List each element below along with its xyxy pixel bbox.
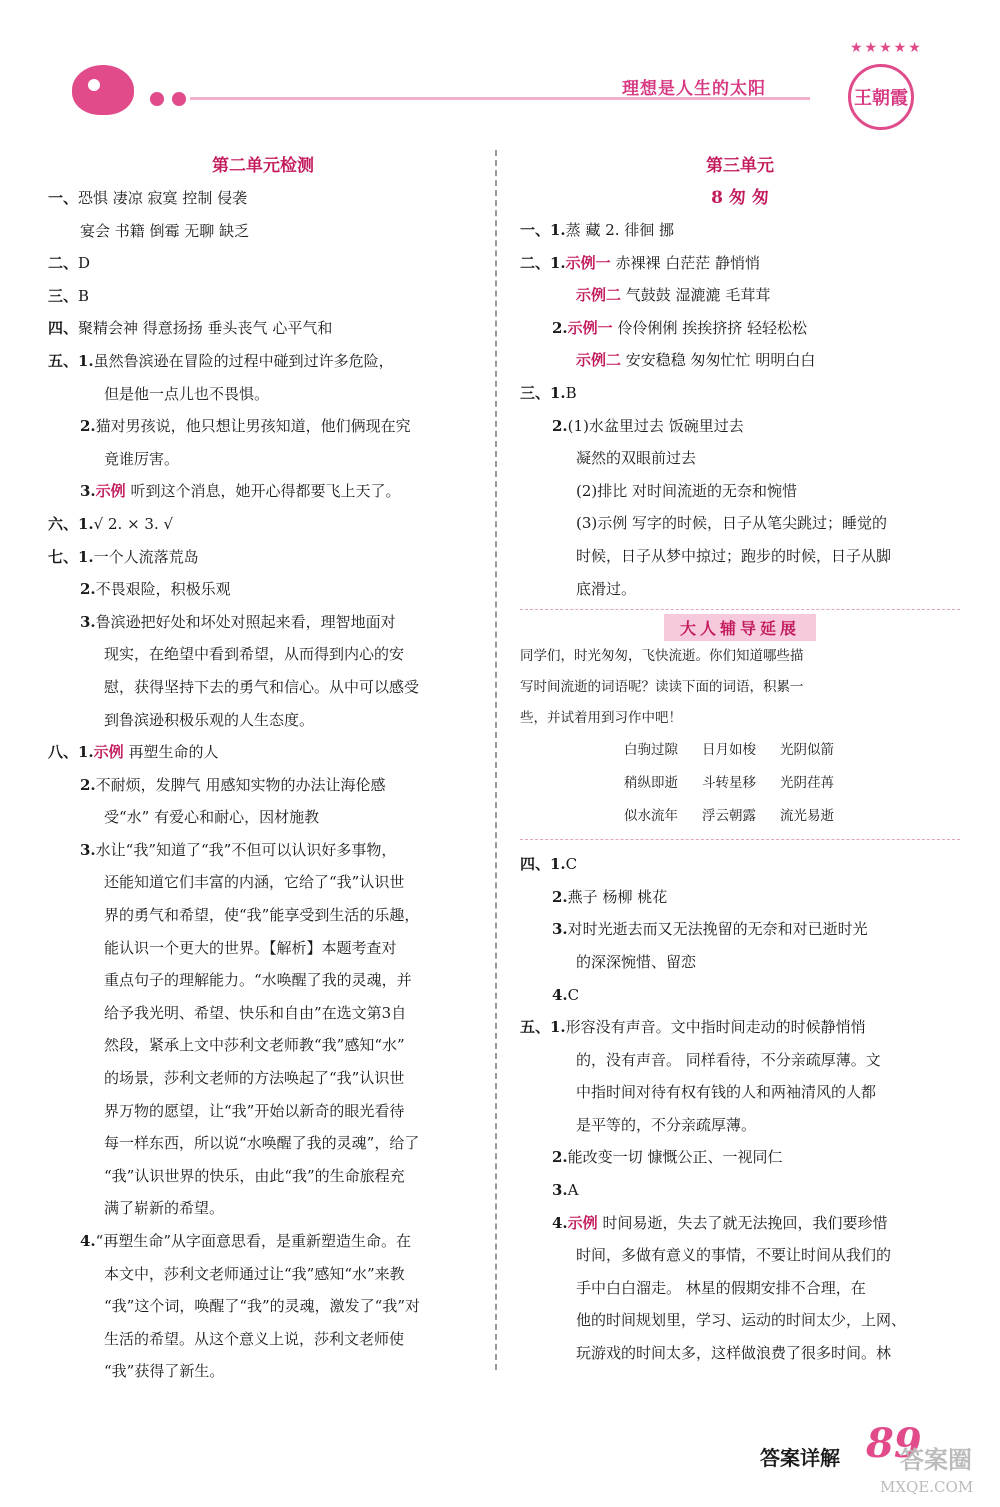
example-tag: 示例一	[567, 318, 613, 337]
answer-text: 手中白白溜走。 林星的假期安排不合理，在	[576, 1278, 866, 1297]
answer-text: 蒸 藏 2. 徘徊 挪	[565, 221, 675, 239]
example-tag: 示例二	[576, 286, 622, 305]
dot-icon	[172, 92, 186, 106]
right-column	[520, 150, 960, 1370]
answer-line	[520, 1207, 960, 1240]
answer-text: 慰，获得坚持下去的勇气和信心。从中可以感受	[104, 677, 420, 696]
answer-text: 听到这个消息，她开心得都要飞上天了。	[125, 482, 401, 501]
header-motto: 理想是人生的太阳	[622, 79, 766, 99]
answer-line	[48, 964, 478, 997]
column-divider	[495, 150, 497, 1370]
answer-text: 对时光逝去而又无法挽留的无奈和对已逝时光	[567, 920, 868, 939]
item-number: 四、1.	[520, 855, 566, 874]
answer-text: 玩游戏的时间太多，这样做浪费了很多时间。林	[576, 1344, 892, 1363]
answer-text: 恐惧 凄凉 寂寞 控制 侵袭	[78, 189, 248, 207]
answer-line	[520, 881, 960, 914]
mascot-icon	[72, 65, 134, 115]
answer-line	[48, 182, 478, 215]
answer-line	[520, 573, 960, 606]
item-number: 一、	[48, 189, 79, 207]
idiom: 白驹过隙	[624, 742, 678, 759]
extension-line: 些，并试着用到习作中吧！	[520, 710, 682, 727]
item-number: 八、1.	[48, 743, 94, 762]
item-number: 七、1.	[48, 547, 94, 566]
answer-line	[48, 215, 478, 248]
item-number: 3.	[80, 612, 96, 631]
answer-text: 鲁滨逊把好处和坏处对照起来看，理智地面对	[95, 612, 396, 631]
answer-text: B	[78, 286, 90, 305]
answer-text: 重点句子的理解能力。“水唤醒了我的灵魂，并	[104, 971, 412, 990]
answer-line	[48, 475, 478, 508]
answer-text: 的，没有声音。 同样看待，不分亲疏厚薄。文	[576, 1050, 881, 1069]
answer-text: 每一样东西，所以说“水唤醒了我的灵魂”，给了	[104, 1134, 420, 1153]
item-number: 2.	[80, 417, 96, 436]
extension-line: 写时间流逝的词语呢？读读下面的词语，积累一	[520, 679, 804, 696]
dot-icon	[150, 92, 164, 106]
answer-line	[520, 946, 960, 979]
answer-text: 形容没有声音。文中指时间走动的时候静悄悄	[565, 1018, 866, 1037]
answer-text: 他的时间规划里，学习、运动的时间太少，上网、	[576, 1311, 907, 1330]
answer-text: 安安稳稳 匆匆忙忙 明明白白	[621, 351, 816, 370]
answer-text: “我”这个词，唤醒了“我”的灵魂，激发了“我”对	[104, 1297, 421, 1316]
answer-line	[520, 1011, 960, 1044]
extension-line: 同学们，时光匆匆，飞快流逝。你们知道哪些描	[520, 648, 804, 665]
answer-line	[520, 913, 960, 946]
answer-text: 时间易逝，失去了就无法挽回，我们要珍惜	[597, 1213, 888, 1232]
left-column	[48, 150, 478, 1388]
answer-line	[48, 1192, 478, 1225]
answer-text: 竟谁厉害。	[104, 449, 180, 468]
item-number: 五、1.	[520, 1018, 566, 1037]
answer-text: 给予我光明、希望、快乐和自由”在选文第3自	[104, 1003, 407, 1022]
idiom-row	[520, 734, 960, 767]
item-number: 3.	[80, 482, 96, 501]
answer-text: 还能知道它们丰富的内涵，它给了“我”认识世	[104, 873, 405, 892]
answer-line	[48, 866, 478, 899]
idiom: 稍纵即逝	[624, 775, 678, 792]
idiom: 浮云朝露	[702, 808, 756, 825]
idiom-list	[520, 734, 960, 833]
answer-text: 气鼓鼓 湿漉漉 毛茸茸	[621, 286, 771, 305]
answer-text: 生活的希望。从这个意义上说，莎利文老师使	[104, 1329, 405, 1348]
item-number: 2.	[552, 318, 568, 337]
section-title: 第三单元	[706, 156, 774, 176]
answer-text: 现实，在绝望中看到希望，从而得到内心的安	[104, 645, 405, 664]
extension-title: 大人辅导延展	[664, 614, 816, 641]
item-number: 二、1.	[520, 253, 566, 272]
answer-text: (1)水盆里过去 饭碗里过去	[567, 416, 744, 435]
answer-text: 能改变一切 慷慨公正、一视同仁	[567, 1148, 783, 1167]
footer-label: 答案详解	[760, 1446, 840, 1470]
answer-text: 是平等的，不分亲疏厚薄。	[576, 1115, 757, 1134]
item-number: 四、	[48, 319, 79, 338]
answer-text: 但是他一点儿也不畏惧。	[104, 384, 270, 403]
answer-line	[48, 443, 478, 476]
answer-line	[48, 247, 478, 280]
answer-line	[520, 1272, 960, 1305]
answer-line	[48, 606, 478, 639]
answer-text: 时间，多做有意义的事情，不要让时间从我们的	[576, 1246, 892, 1265]
item-number: 4.	[552, 985, 568, 1004]
answer-text: 中指时间对待有权有钱的人和两袖清风的人都	[576, 1083, 877, 1102]
example-tag: 示例一	[565, 253, 611, 272]
answer-line	[48, 1127, 478, 1160]
answer-text: 能认识一个更大的世界。【解析】本题考查对	[104, 938, 397, 957]
example-tag: 示例	[567, 1213, 598, 1232]
item-number: 2.	[552, 1148, 568, 1167]
answer-line	[48, 736, 478, 769]
answers-bottom	[520, 848, 960, 1370]
answer-line	[520, 214, 960, 247]
item-number: 2.	[80, 775, 96, 794]
answer-line	[520, 1109, 960, 1142]
answer-line	[48, 410, 478, 443]
answer-line	[48, 671, 478, 704]
answer-line	[48, 932, 478, 965]
answer-text: 界的勇气和希望，使“我”能享受到生活的乐趣，	[104, 906, 420, 925]
answer-line	[48, 573, 478, 606]
answer-line	[48, 704, 478, 737]
answer-line	[48, 899, 478, 932]
answer-line	[48, 801, 478, 834]
answer-line	[520, 1239, 960, 1272]
answer-text: 凝然的双眼前过去	[576, 449, 697, 468]
answers-top	[520, 214, 960, 605]
answer-line	[48, 378, 478, 411]
answer-text: 虽然鲁滨逊在冒险的过程中碰到过许多危险，	[93, 351, 394, 370]
answer-text: “再塑生命”从字面意思看，是重新塑造生命。在	[95, 1232, 412, 1250]
answer-line	[520, 1174, 960, 1207]
answer-line	[48, 312, 478, 345]
answer-line	[48, 508, 478, 541]
answer-text: 本文中，莎利文老师通过让“我”感知“水”来教	[104, 1264, 405, 1283]
answer-line	[520, 312, 960, 345]
answer-line	[48, 1225, 478, 1258]
item-number: 2.	[552, 416, 568, 435]
answer-line	[48, 1258, 478, 1291]
answer-text: A	[567, 1181, 579, 1200]
item-number: 一、1.	[520, 221, 566, 239]
answer-line	[520, 442, 960, 475]
item-number: 五、1.	[48, 351, 94, 370]
section-title: 第二单元检测	[212, 156, 314, 176]
answer-text: 伶伶俐俐 挨挨挤挤 轻轻松松	[612, 318, 807, 337]
answer-line	[48, 1062, 478, 1095]
idiom: 似水流年	[624, 808, 678, 825]
answer-text: C	[567, 985, 580, 1004]
answer-line	[48, 638, 478, 671]
answer-line	[48, 345, 478, 378]
example-tag: 示例	[93, 743, 124, 762]
answer-text: C	[565, 855, 578, 874]
answer-text: 到鲁滨逊积极乐观的人生态度。	[104, 710, 315, 729]
answer-text: 宴会 书籍 倒霉 无聊 缺乏	[80, 221, 250, 240]
answer-line	[48, 769, 478, 802]
answer-line	[48, 997, 478, 1030]
idiom: 日月如梭	[702, 742, 756, 759]
answer-line	[520, 1304, 960, 1337]
answer-text: (3)示例 写字的时候，日子从笔尖跳过；睡觉的	[576, 514, 888, 533]
idiom: 流光易逝	[780, 808, 834, 825]
answer-text: 受“水” 有爱心和耐心，因材施教	[104, 808, 320, 827]
answer-line	[520, 540, 960, 573]
answer-line	[520, 979, 960, 1012]
answer-text: 不畏艰险，积极乐观	[95, 580, 231, 599]
idiom: 光阴似箭	[780, 742, 834, 759]
item-number: 4.	[552, 1213, 568, 1232]
idiom-row	[520, 767, 960, 800]
example-tag: 示例二	[576, 351, 622, 370]
answer-line	[520, 475, 960, 508]
answer-line	[520, 247, 960, 280]
item-number: 六、1.	[48, 514, 94, 533]
watermark-url: MXQE.COM	[880, 1478, 974, 1496]
answer-text: 界万物的愿望，让“我”开始以新奇的眼光看待	[104, 1101, 405, 1120]
answer-text: 然段，紧承上文中莎利文老师教“我”感知“水”	[104, 1036, 405, 1055]
answer-line	[48, 280, 478, 313]
answer-line	[520, 1141, 960, 1174]
item-number: 3.	[552, 1181, 568, 1200]
answer-line	[520, 1076, 960, 1109]
idiom: 斗转星移	[702, 775, 756, 792]
answer-line	[520, 377, 960, 410]
answer-text: 时候，日子从梦中掠过；跑步的时候，日子从脚	[576, 546, 892, 565]
extension-box	[520, 609, 960, 840]
answer-line	[48, 1160, 478, 1193]
page-number: 89	[866, 1420, 922, 1467]
answer-line	[48, 1290, 478, 1323]
answer-line	[48, 834, 478, 867]
page-header	[0, 0, 1000, 140]
answer-text: 赤裸裸 白茫茫 静悄悄	[610, 253, 760, 272]
answer-text: 一个人流落荒岛	[93, 547, 199, 566]
answer-line	[520, 279, 960, 312]
item-number: 3.	[552, 920, 568, 939]
answer-text: (2)排比 对时间流逝的无奈和惋惜	[576, 481, 798, 500]
answer-text: 燕子 杨柳 桃花	[567, 887, 668, 906]
example-tag: 示例	[95, 482, 126, 501]
answer-line	[520, 1337, 960, 1370]
answer-line	[520, 507, 960, 540]
item-number: 二、	[48, 254, 79, 273]
item-number: 三、	[48, 286, 79, 305]
answer-line	[48, 1095, 478, 1128]
item-number: 2.	[80, 580, 96, 599]
answer-text: 再塑生命的人	[123, 743, 219, 762]
answer-line	[48, 1355, 478, 1388]
answer-text: √ 2. × 3. √	[93, 514, 174, 533]
answer-line	[48, 541, 478, 574]
answer-text: 猫对男孩说，他只想让男孩知道，他们俩现在究	[95, 417, 411, 436]
answer-text: 的场景，莎利文老师的方法唤起了“我”认识世	[104, 1069, 405, 1088]
answer-line	[520, 848, 960, 881]
item-number: 3.	[80, 840, 96, 859]
watermark: 答案圈	[900, 1445, 972, 1474]
answer-text: D	[78, 254, 91, 273]
answer-text: “我”认识世界的快乐，由此“我”的生命旅程充	[104, 1166, 405, 1185]
stars-icon: ★★★★★	[850, 40, 923, 56]
answer-line	[520, 1044, 960, 1077]
lesson-title: 8 匆 匆	[711, 188, 769, 208]
item-number: 2.	[552, 887, 568, 906]
answer-text: 的深深惋惜、留恋	[576, 952, 697, 971]
answer-text: 满了崭新的希望。	[104, 1199, 225, 1218]
answer-line	[520, 344, 960, 377]
idiom-row	[520, 800, 960, 833]
brand-logo: 王朝霞	[848, 64, 914, 130]
answer-text: 底滑过。	[576, 579, 637, 598]
answer-text: 聚精会神 得意扬扬 垂头丧气 心平气和	[78, 319, 333, 338]
answer-text: “我”获得了新生。	[104, 1362, 225, 1381]
answer-text: 水让“我”知道了“我”不但可以认识好多事物，	[95, 840, 397, 859]
answer-text: 不耐烦，发脾气 用感知实物的办法让海伦感	[95, 775, 386, 794]
answer-line	[48, 1029, 478, 1062]
answer-line	[48, 1323, 478, 1356]
idiom: 光阴荏苒	[780, 775, 834, 792]
answer-line	[520, 410, 960, 443]
extension-paragraph	[520, 641, 960, 734]
item-number: 三、1.	[520, 383, 566, 402]
answer-text: B	[565, 383, 577, 402]
item-number: 4.	[80, 1232, 96, 1250]
